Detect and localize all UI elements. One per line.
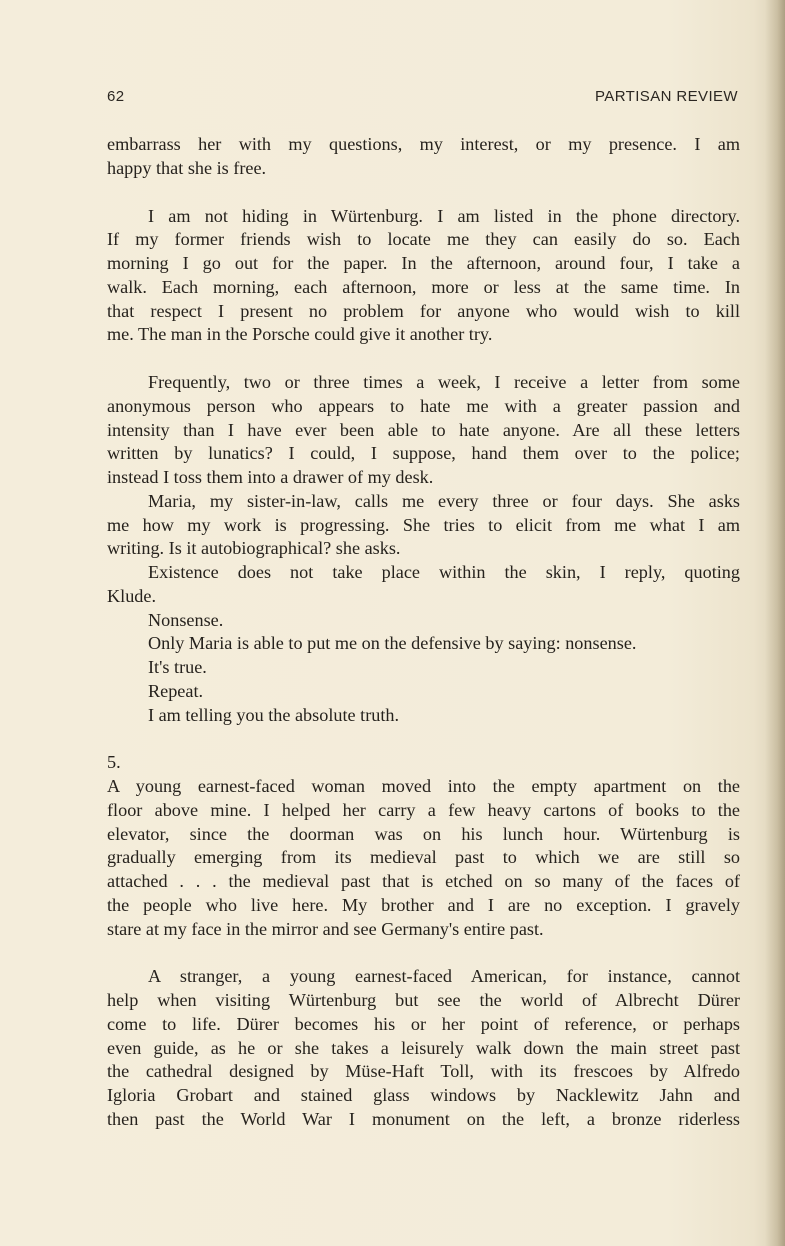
text-line: anonymous person who appears to hate me with a greater passion and (107, 395, 740, 416)
text-line: that respect I present no problem for anyone who would wish to kill (107, 300, 740, 321)
text-line: Maria, my sister-in-law, calls me every three or four days. She asks (148, 490, 740, 511)
paragraph (107, 490, 740, 561)
text-line: Only Maria is able to put me on the defensive by saying: nonsense. (148, 633, 637, 654)
running-header (107, 88, 738, 108)
paragraph (107, 680, 740, 704)
paragraph (107, 205, 740, 348)
text-line: I am telling you the absolute truth. (148, 704, 400, 725)
text-line: intensity than I have ever been able to hate anyone. Are all these letters (107, 419, 740, 440)
text-line: the cathedral designed by Müse-Haft Toll, with its frescoes by Alfredo (107, 1061, 740, 1082)
text-line: Existence does not take place within the skin, I reply, quoting (148, 562, 740, 582)
text-line: floor above mine. I helped her carry a few heavy cartons of books to the (107, 799, 740, 820)
text-line: Frequently, two or three times a week, I receive a letter from some (148, 372, 740, 392)
paragraph (107, 656, 740, 680)
text-line: It's true. (148, 657, 207, 677)
text-line: gradually emerging from its medieval past to which we are still so (107, 847, 740, 868)
text-line: I am not hiding in Würtenburg. I am listed in the phone directory. (148, 205, 740, 226)
section-number (107, 751, 740, 775)
page-number: 62 (107, 88, 125, 105)
text-line: me. The man in the Porsche could give it another try. (107, 324, 493, 345)
text-line: even guide, as he or she takes a leisurely walk down the main street past (107, 1037, 740, 1058)
text-line: elevator, since the doorman was on his lunch hour. Würtenburg is (107, 823, 740, 844)
text-line: the people who live here. My brother and I are no exception. I gravely (107, 894, 740, 915)
paragraph (107, 371, 740, 490)
paragraph (107, 609, 740, 633)
paragraph (107, 775, 740, 941)
paragraph (107, 965, 740, 1131)
text-line: help when visiting Würtenburg but see the world of Albrecht Dürer (107, 990, 740, 1010)
text-line: written by lunatics? I could, I suppose, hand them over to the police; (107, 443, 740, 464)
text-line: embarrass her with my questions, my interest, or my presence. I am (107, 134, 740, 154)
text-line: Igloria Grobart and stained glass windows by Nacklewitz Jahn and (107, 1085, 740, 1105)
text-line: me how my work is progressing. She tries to elicit from me what I am (107, 514, 740, 535)
text-line: then past the World War I monument on the left, a bronze riderless (107, 1108, 740, 1129)
text-line: instead I toss them into a drawer of my desk. (107, 467, 434, 487)
paragraph-break (107, 181, 740, 205)
text-line: Klude. (107, 585, 156, 606)
paragraph-break (107, 727, 740, 751)
text-line: morning I go out for the paper. In the afternoon, around four, I take a (107, 253, 740, 273)
paragraph-break (107, 347, 740, 371)
paragraph-break (107, 941, 740, 965)
text-line: stare at my face in the mirror and see Germany's entire past. (107, 918, 544, 939)
text-line: come to life. Dürer becomes his or her point of reference, or perhaps (107, 1013, 740, 1034)
page-gutter-shadow (765, 0, 785, 1246)
text-line: 5. (107, 752, 121, 773)
text-line: happy that she is free. (107, 157, 267, 178)
text-line: attached . . . the medieval past that is etched on so many of the faces of (107, 871, 740, 891)
text-line: writing. Is it autobiographical? she asks. (107, 538, 401, 559)
text-line: A stranger, a young earnest-faced American, for instance, cannot (148, 966, 740, 987)
text-line: Repeat. (148, 680, 204, 701)
text-line: A young earnest-faced woman moved into the empty apartment on the (107, 776, 740, 796)
journal-title: PARTISAN REVIEW (595, 88, 738, 105)
text-line: If my former friends wish to locate me they can easily do so. Each (107, 229, 740, 250)
text-line: walk. Each morning, each afternoon, more or less at the same time. In (107, 276, 740, 297)
paragraph (107, 704, 740, 728)
paragraph (107, 133, 740, 181)
body-text (107, 133, 740, 1132)
paragraph (107, 561, 740, 609)
paragraph (107, 632, 740, 656)
text-line: Nonsense. (148, 609, 224, 630)
